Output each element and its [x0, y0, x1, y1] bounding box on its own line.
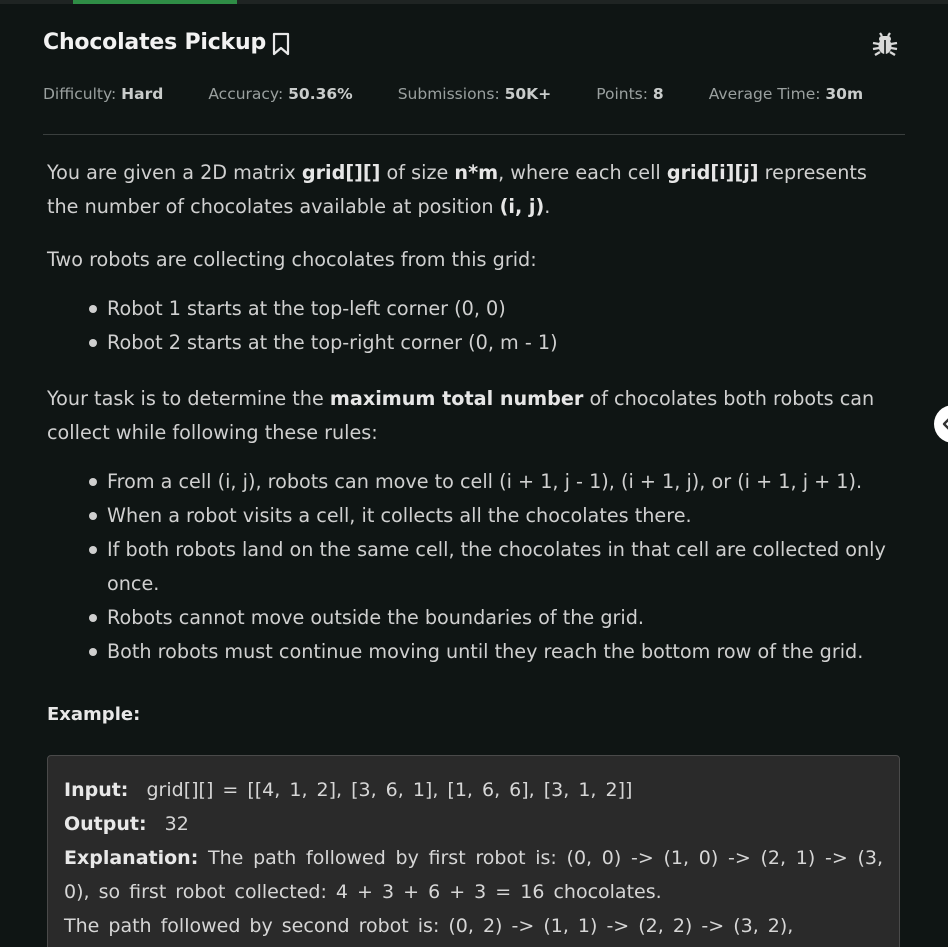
header-divider: [43, 134, 905, 135]
example-box: [47, 755, 900, 947]
description-paragraph-2: Two robots are collecting chocolates from this grid:: [47, 248, 537, 271]
bookmark-icon[interactable]: [270, 32, 292, 56]
problem-description: [47, 156, 895, 691]
example-explanation: Explanation: The path followed by first robot is: (0, 0) -> (1, 0) -> (2, 1) -> (3, 0), so first robot collected: 4 + 3 + 6 + 3 = 16 chocolates.: [64, 847, 884, 903]
example-output: Output: 32: [64, 813, 189, 835]
stat-submissions: Submissions: 50K+: [397, 85, 552, 103]
problem-stats: [43, 85, 905, 109]
stat-points: Points: 8: [596, 85, 664, 103]
active-tab-indicator: [73, 0, 237, 4]
example-explanation-continued: The path followed by second robot is: (0, 2) -> (1, 1) -> (2, 2) -> (3, 2),: [64, 915, 794, 937]
stat-accuracy: Accuracy: 50.36%: [208, 85, 353, 103]
description-paragraph-3: Your task is to determine the maximum total number of chocolates both robots can collect while following these rules:: [47, 387, 875, 444]
list-item: If both robots land on the same cell, the chocolates in that cell are collected only once.: [47, 533, 895, 601]
list-item: Both robots must continue moving until they reach the bottom row of the grid.: [47, 635, 895, 669]
list-item: Robot 2 starts at the top-right corner (0, m - 1): [47, 326, 895, 360]
panel-toggle-handle[interactable]: [934, 405, 948, 443]
problem-header: [43, 28, 905, 64]
description-paragraph-1: You are given a 2D matrix grid[][] of size n*m, where each cell grid[i][j] represents the number of chocolates available at position (i, j).: [47, 161, 867, 218]
chevron-left-icon: [940, 417, 948, 431]
robots-list: [47, 292, 895, 360]
rules-list: [47, 465, 895, 669]
list-item: Robot 1 starts at the top-left corner (0, 0): [47, 292, 895, 326]
example-heading: Example:: [47, 704, 141, 725]
list-item: Robots cannot move outside the boundaries of the grid.: [47, 601, 895, 635]
list-item: From a cell (i, j), robots can move to cell (i + 1, j - 1), (i + 1, j), or (i + 1, j + 1).: [47, 465, 895, 499]
stat-average-time: Average Time: 30m: [708, 85, 864, 103]
top-tab-strip: [0, 0, 948, 4]
list-item: When a robot visits a cell, it collects all the chocolates there.: [47, 499, 895, 533]
example-input: Input: grid[][] = [[4, 1, 2], [3, 6, 1], [1, 6, 6], [3, 1, 2]]: [64, 779, 633, 801]
stat-difficulty: Difficulty: Hard: [43, 85, 164, 103]
problem-title: Chocolates Pickup: [43, 29, 267, 55]
bug-icon[interactable]: [871, 30, 899, 58]
